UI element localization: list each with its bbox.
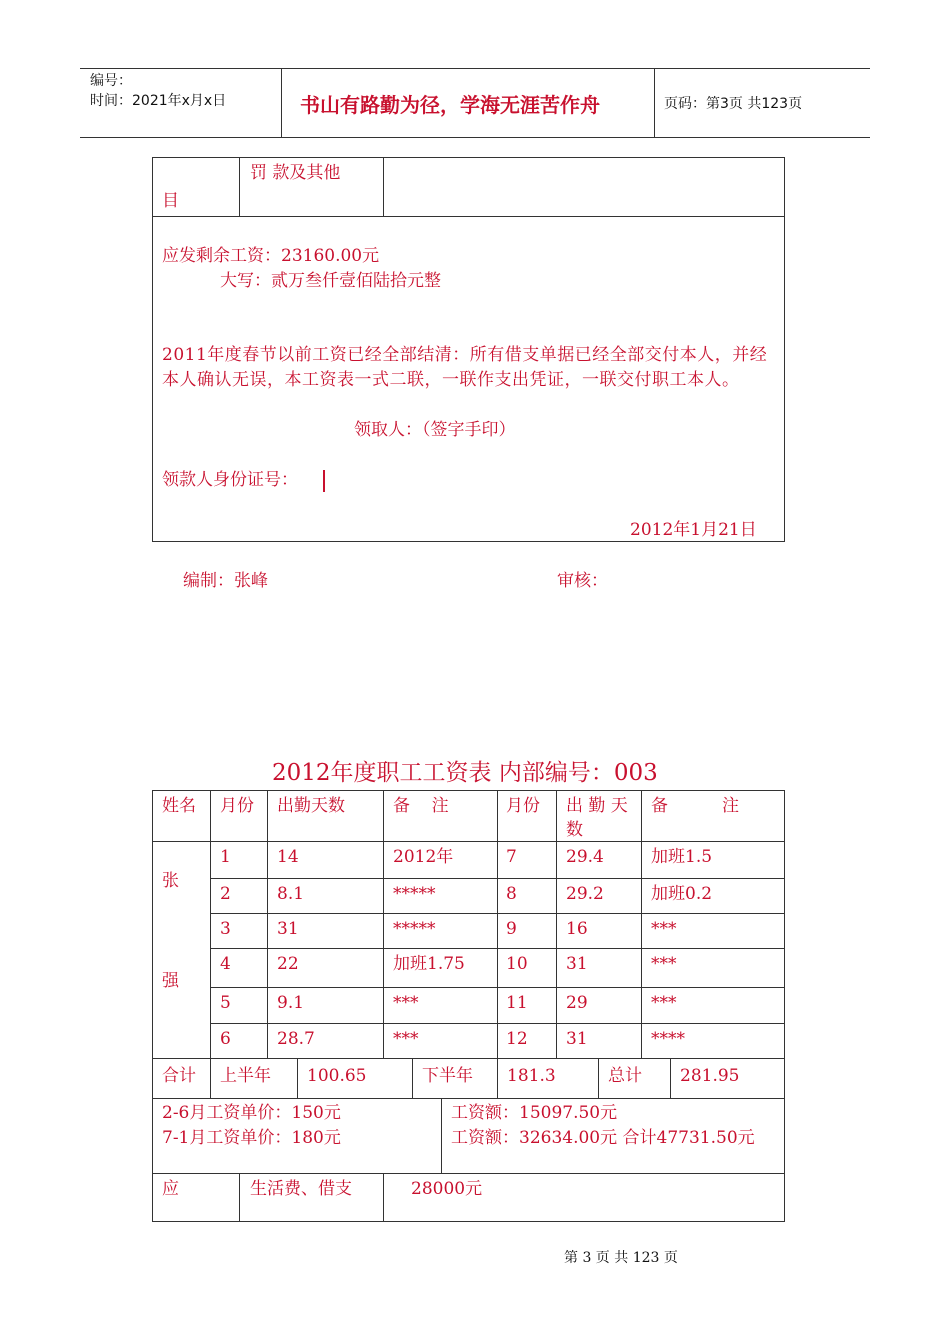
col-divider: [497, 1058, 498, 1098]
col-divider: [239, 1173, 240, 1222]
col-divider: [267, 790, 268, 1058]
col-divider: [383, 157, 384, 216]
totals-label: 合计: [162, 1066, 196, 1086]
text-cursor[interactable]: [323, 470, 325, 492]
header-meta: [90, 71, 226, 111]
row-label-penalty: 罚 款及其他: [250, 163, 341, 183]
document-header: [80, 68, 870, 138]
cell-remarks: ***: [393, 1029, 419, 1049]
col-divider: [641, 790, 642, 1058]
col-divider: [412, 1058, 413, 1098]
cell-attendance: 31: [277, 919, 299, 939]
prepared-by: 编制：张峰: [183, 571, 268, 591]
deduction-item: 生活费、借支: [250, 1179, 352, 1199]
second-half-label: 下半年: [422, 1066, 473, 1086]
cell-attendance: 14: [277, 847, 299, 867]
row-label-left: 目: [162, 191, 179, 211]
cell-month: 4: [220, 954, 231, 974]
col-divider: [210, 790, 211, 1058]
cell-remarks: 加班1.5: [651, 847, 713, 867]
header-motto: 书山有路勤为径，学海无涯苦作舟: [300, 93, 600, 117]
header-remarks-2: 备 注: [651, 796, 740, 816]
header-attendance-2: 出 勤 天 数: [566, 796, 628, 840]
serial-label: 编号：: [90, 73, 132, 89]
cell-remarks: 2012年: [393, 847, 454, 867]
col-divider: [497, 790, 498, 1058]
page-footer: 第 3 页 共 123 页: [564, 1250, 678, 1266]
cell-month: 3: [220, 919, 231, 939]
cell-attendance: 28.7: [277, 1029, 315, 1049]
first-half-value: 100.65: [307, 1066, 367, 1086]
time-label: 时间：2021年x月x日: [90, 93, 227, 109]
cell-attendance: 29: [566, 993, 588, 1013]
cell-month: 1: [220, 847, 231, 867]
row-divider: [152, 1058, 785, 1059]
employee-name-char: 张: [162, 871, 179, 891]
wage-rate-second-half: 7-1月工资单价：180元: [162, 1128, 341, 1148]
statement-date: 2012年1月21日: [630, 520, 757, 540]
grand-total-value: 281.95: [680, 1066, 740, 1086]
cell-attendance: 29.2: [566, 884, 604, 904]
cell-attendance: 9.1: [277, 993, 305, 1013]
col-divider: [670, 1058, 671, 1098]
header-attendance: 出勤天数: [277, 796, 345, 816]
header-remarks: 备 注: [393, 796, 449, 816]
col-divider: [383, 790, 384, 1058]
col-divider: [383, 1173, 384, 1222]
header-page-info: 页码：第3页 共123页: [664, 96, 803, 112]
cell-attendance: 8.1: [277, 884, 305, 904]
row-divider: [152, 1098, 785, 1099]
remaining-salary: 应发剩余工资：23160.00元: [162, 246, 380, 266]
second-half-value: 181.3: [507, 1066, 556, 1086]
wage-amount-first-half: 工资额：15097.50元: [451, 1103, 618, 1123]
cell-remarks: ****: [651, 1029, 685, 1049]
cell-month: 11: [506, 993, 528, 1013]
wage-amount-second-half: 工资额：32634.00元 合计47731.50元: [451, 1128, 755, 1148]
first-half-label: 上半年: [220, 1066, 271, 1086]
receiver-label: 领取人：（签字手印）: [354, 420, 516, 440]
col-divider: [210, 1058, 211, 1098]
col-divider: [441, 1098, 442, 1173]
cell-month: 5: [220, 993, 231, 1013]
cell-month: 10: [506, 954, 528, 974]
cell-month: 6: [220, 1029, 231, 1049]
cell-month: 2: [220, 884, 231, 904]
header-month: 月份: [220, 796, 254, 816]
cell-remarks: 加班0.2: [651, 884, 713, 904]
header-name: 姓名: [162, 796, 196, 816]
row-divider: [152, 841, 785, 842]
cell-month: 9: [506, 919, 517, 939]
col-divider: [556, 790, 557, 1058]
cell-attendance: 31: [566, 954, 588, 974]
wage-rate-first-half: 2-6月工资单价：150元: [162, 1103, 341, 1123]
salary-table-title: 2012年度职工工资表 内部编号：003: [272, 760, 658, 786]
cell-remarks: *****: [393, 919, 436, 939]
cell-month: 7: [506, 847, 517, 867]
reviewed-by: 审核：: [557, 571, 608, 591]
col-divider: [297, 1058, 298, 1098]
cell-month: 8: [506, 884, 517, 904]
cell-attendance: 22: [277, 954, 299, 974]
header-divider: [281, 69, 282, 137]
cell-remarks: ***: [651, 919, 677, 939]
cell-remarks: ***: [651, 993, 677, 1013]
row-divider: [152, 216, 785, 217]
capital-amount: 大写：贰万叁仟壹佰陆拾元整: [220, 271, 441, 291]
cell-remarks: 加班1.75: [393, 954, 465, 974]
cell-attendance: 29.4: [566, 847, 604, 867]
cell-remarks: *****: [393, 884, 436, 904]
id-number-label: 领款人身份证号：: [162, 470, 298, 490]
row-divider: [152, 1173, 785, 1174]
cell-remarks: ***: [393, 993, 419, 1013]
deduction-label: 应: [162, 1179, 179, 1199]
col-divider: [598, 1058, 599, 1098]
statement-text: 2011年度春节以前工资已经全部结清：所有借支单据已经全部交付本人，并经本人确认无误，本工资表一式二联，一联作支出凭证，一联交付职工本人。: [162, 345, 768, 390]
col-divider: [239, 157, 240, 216]
grand-total-label: 总计: [608, 1066, 642, 1086]
cell-attendance: 16: [566, 919, 588, 939]
header-month-2: 月份: [506, 796, 540, 816]
cell-attendance: 31: [566, 1029, 588, 1049]
cell-month: 12: [506, 1029, 528, 1049]
header-divider: [654, 69, 655, 137]
employee-name-char: 强: [162, 971, 179, 991]
cell-remarks: ***: [651, 954, 677, 974]
deduction-amount: 28000元: [411, 1179, 483, 1199]
